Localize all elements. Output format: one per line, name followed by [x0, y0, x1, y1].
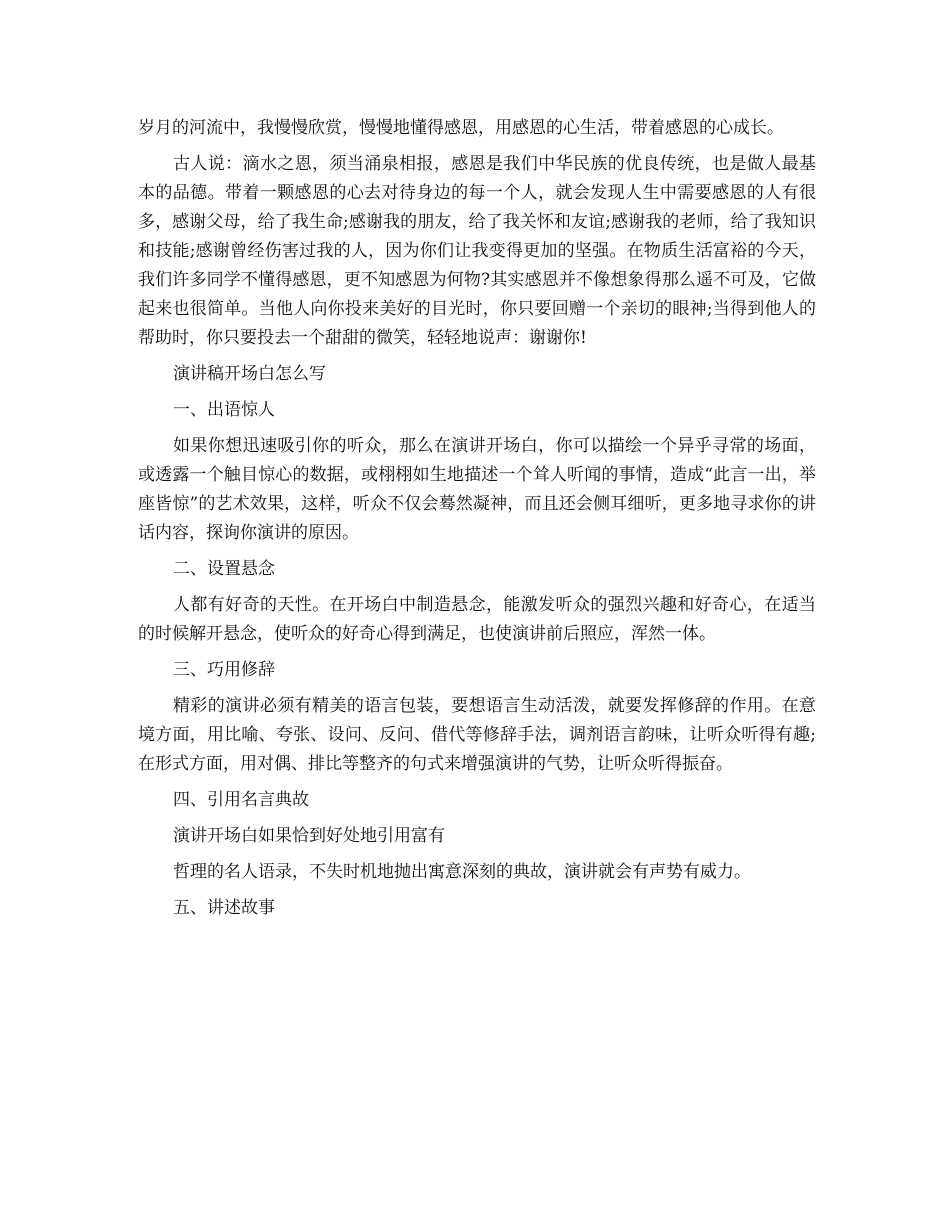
paragraph-gratitude-intro: 岁月的河流中，我慢慢欣赏，慢慢地懂得感恩，用感恩的心生活，带着感恩的心成长。 [138, 118, 784, 138]
paragraph-2: 人都有好奇的天性。在开场白中制造悬念，能激发听众的强烈兴趣和好奇心，在适当的时候解开悬念，使听众的好奇心得到满足，也使演讲前后照应，浑然一体。 [138, 595, 816, 644]
heading-2: 二、设置悬念 [173, 559, 275, 579]
heading-3: 三、巧用修辞 [173, 660, 275, 680]
heading-4: 四、引用名言典故 [173, 790, 309, 810]
paragraph-gratitude-body: 古人说：滴水之恩，须当涌泉相报，感恩是我们中华民族的优良传统，也是做人最基本的品德。带着一颗感恩的心去对待身边的每一个人，就会发现人生中需要感恩的人有很多，感谢父母，给了我生命;感谢我的朋友，给了我关怀和友谊;感谢我的老师，给了我知识和技能;感谢曾经伤害过我的人，因为你们让我变得更加的坚强。在物质生活富裕的今天，我们许多同学不懂得感恩，更不知感恩为何物?其实感恩并不像想象得那么遥不可及，它做起来也很简单。当他人向你投来美好的目光时，你只要回赠一个亲切的眼神;当得到他人的帮助时，你只要投去一个甜甜的微笑，轻轻地说声：谢谢你! [138, 154, 816, 348]
paragraph-3: 精彩的演讲必须有精美的语言包装，要想语言生动活泼，就要发挥修辞的作用。在意境方面，用比喻、夸张、设问、反问、借代等修辞手法，调剂语言韵味，让听众听得有趣;在形式方面，用对偶、排比等整齐的句式来增强演讲的气势，让听众听得振奋。 [138, 696, 816, 774]
section-title: 演讲稿开场白怎么写 [173, 364, 326, 384]
heading-1: 一、出语惊人 [173, 400, 275, 420]
paragraph-4-line-2: 哲理的名人语录，不失时机地抛出寓意深刻的典故，演讲就会有声势有威力。 [173, 862, 751, 882]
document-page [138, 114, 816, 930]
paragraph-4-line-1: 演讲开场白如果恰到好处地引用富有 [173, 826, 445, 846]
paragraph-1: 如果你想迅速吸引你的听众，那么在演讲开场白，你可以描绘一个异乎寻常的场面，或透露一个触目惊心的数据，或栩栩如生地描述一个耸人听闻的事情，造成“此言一出，举座皆惊”的艺术效果，这样，听众不仅会蓦然凝神，而且还会侧耳细听，更多地寻求你的讲话内容，探询你演讲的原因。 [138, 436, 816, 543]
heading-5: 五、讲述故事 [173, 898, 275, 918]
